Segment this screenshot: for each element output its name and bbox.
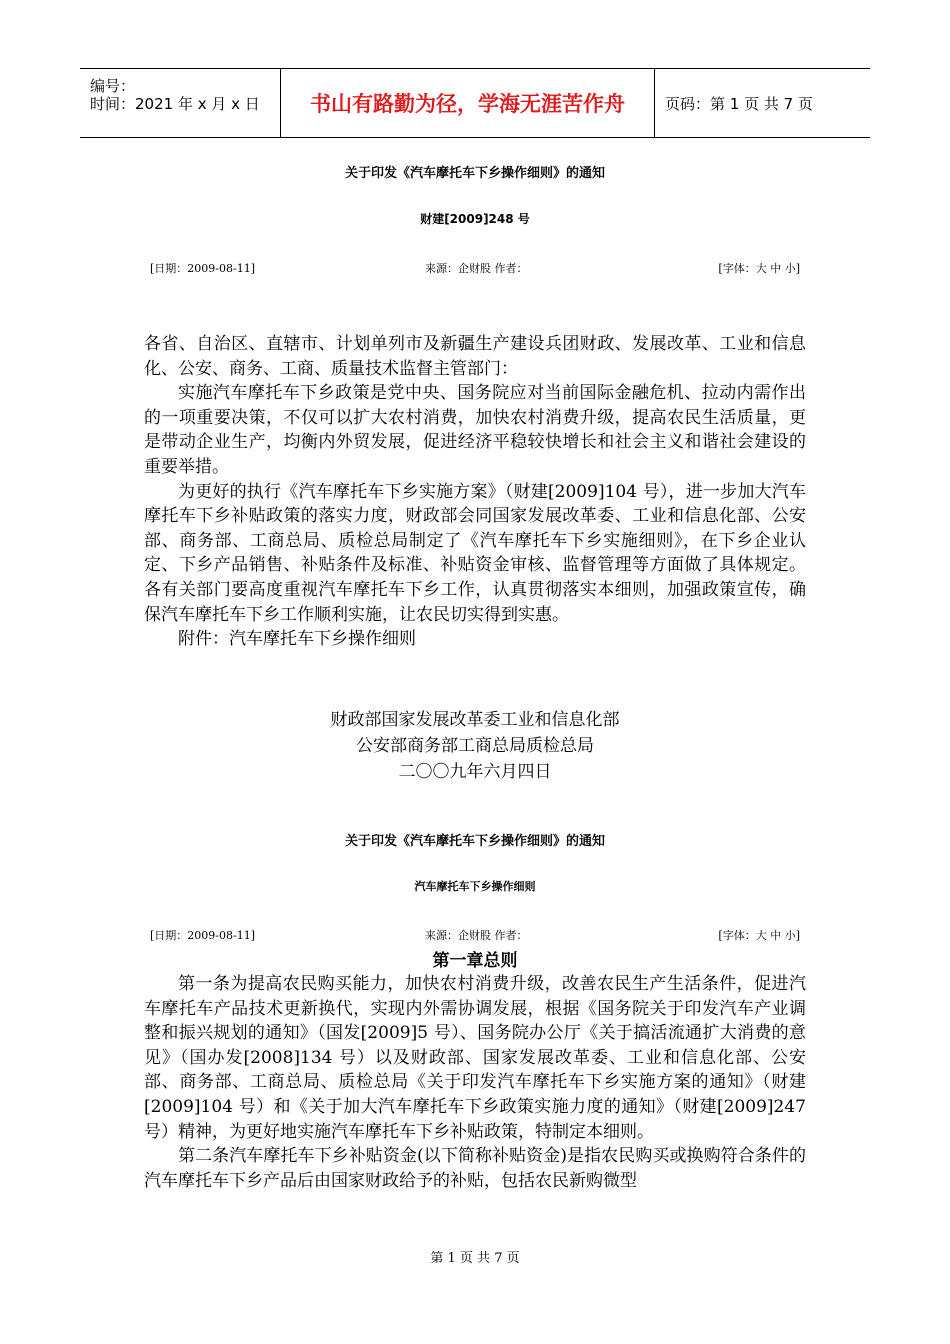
attachment-line: 附件：汽车摩托车下乡操作细则 xyxy=(178,629,416,650)
signature-line: 公安部商务部工商总局质检总局 xyxy=(356,736,594,756)
signature-date: 二〇〇九年六月四日 xyxy=(398,762,552,782)
meta-source: 来源：企财股 作者： xyxy=(425,262,528,275)
chapter-title: 第一章总则 xyxy=(432,951,518,971)
article-paragraph: 第二条汽车摩托车下乡补贴资金(以下简称补贴资金)是指农民购买或换购符合条件的汽车摩托车下乡产品后由国家财政给予的补贴，包括农民新购微型 xyxy=(144,1146,806,1191)
font-size-selector[interactable]: [字体：大 中 小] xyxy=(718,929,800,942)
number-label: 编号： xyxy=(90,77,136,95)
paragraph: 实施汽车摩托车下乡政策是党中央、国务院应对当前国际金融危机、拉动内需作出的一项重要决策，不仅可以扩大农村消费，加快农村消费升级，提高农民生活质量，更是带动企业生产，均衡内外贸发展，促进经济平稳较快增长和社会主义和谐社会建设的重要举措。 xyxy=(144,383,806,477)
notice-title-repeat: 关于印发《汽车摩托车下乡操作细则》的通知 xyxy=(344,834,605,849)
meta-line xyxy=(150,927,800,943)
font-size-selector[interactable]: [字体：大 中 小] xyxy=(718,262,800,275)
notice-subtitle: 汽车摩托车下乡操作细则 xyxy=(414,880,536,893)
meta-date: [日期：2009-08-11] xyxy=(150,262,256,275)
rules-body xyxy=(144,972,806,1193)
time-label: 时间：2021 年 x 月 x 日 xyxy=(90,95,260,113)
notice-body xyxy=(144,332,806,652)
salutation: 各省、自治区、直辖市、计划单列市及新疆生产建设兵团财政、发展改革、工业和信息化、公安、商务、工商、质量技术监督主管部门： xyxy=(144,334,806,379)
meta-line xyxy=(150,260,800,276)
notice-title: 关于印发《汽车摩托车下乡操作细则》的通知 xyxy=(344,166,605,181)
header-left-cell xyxy=(80,69,281,137)
page-footer: 第 1 页 共 7 页 xyxy=(430,1251,520,1266)
meta-date: [日期：2009-08-11] xyxy=(150,929,256,942)
doc-number: 财建[2009]248 号 xyxy=(420,212,530,226)
article-paragraph: 第一条为提高农民购买能力，加快农村消费升级，改善农民生产生活条件，促进汽车摩托车产品技术更新换代，实现内外需协调发展，根据《国务院关于印发汽车产业调整和振兴规划的通知》（国发[2009]5 号）、国务院办公厅《关于搞活流通扩大消费的意见》（国办发[2008]134 号）以及财政部、国家发展改革委、工业和信息化部、公安部、商务部、工商总局、质检总局《关于印发汽车摩托车下乡实施方案的通知》（财建[2009]104 号）和《关于加大汽车摩托车下乡政策实施力度的通知》（财建[2009]247 号）精神，为更好地实施汽车摩托车下乡补贴政策，特制定本细则。 xyxy=(144,974,806,1142)
page-label: 页码：第 1 页 共 7 页 xyxy=(665,94,813,113)
meta-source: 来源：企财股 作者： xyxy=(425,929,528,942)
header-table xyxy=(80,68,870,138)
paragraph: 为更好的执行《汽车摩托车下乡实施方案》（财建[2009]104 号），进一步加大汽车摩托车下乡补贴政策的落实力度，财政部会同国家发展改革委、工业和信息化部、公安部、商务部、工商总局、质检总局制定了《汽车摩托车下乡实施细则》，在下乡企业认定、下乡产品销售、补贴条件及标准、补贴资金审核、监督管理等方面做了具体规定。各有关部门要高度重视汽车摩托车下乡工作，认真贯彻落实本细则，加强政策宣传，确保汽车摩托车下乡工作顺利实施，让农民切实得到实惠。 xyxy=(144,481,806,625)
motto: 书山有路勤为径，学海无涯苦作舟 xyxy=(281,69,655,137)
signature-line: 财政部国家发展改革委工业和信息化部 xyxy=(330,710,620,730)
